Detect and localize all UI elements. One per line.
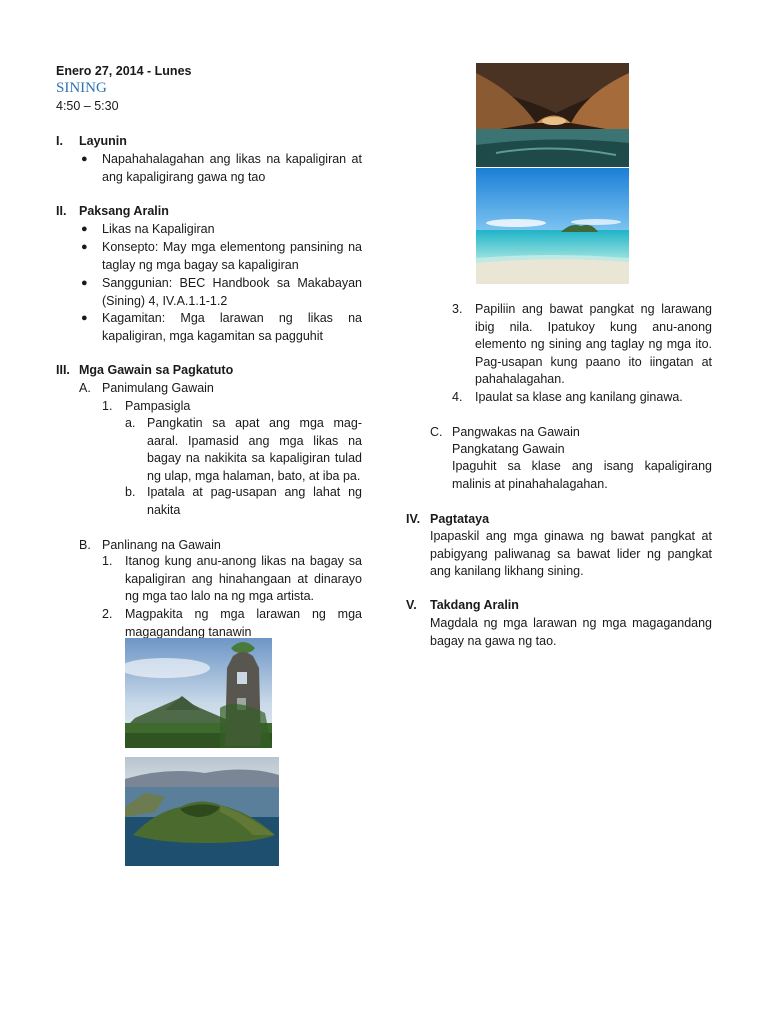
bullet-icon: ●: [81, 312, 88, 324]
section-numeral-ii: II.: [56, 204, 67, 218]
underground-river-photo: [476, 63, 629, 167]
pampasigla-item-text: Ipatala at pag-usapan ang lahat ng nakita: [147, 485, 362, 517]
paksa-bullet-text: Konsepto: May mga elementong pansining na taglay ng mga bagay sa kapaligiran: [102, 240, 362, 272]
pampasigla-item-text: Pangkatin sa apat ang mga mag-aaral. Ipamasid ang mga likas na bagay na nakikita sa kapaligiran tulad ng ulap, mga halaman, bato, at iba pa.: [147, 416, 362, 483]
item-number: 4.: [452, 390, 463, 404]
item-number: 1.: [102, 554, 113, 568]
section-numeral-iv: IV.: [406, 512, 421, 526]
pampasigla-title: Pampasigla: [125, 399, 191, 413]
paksa-bullet-text: Kagamitan: Mga larawan ng likas na kapaligiran, mga kagamitan sa pagguhit: [102, 311, 362, 343]
subsection-letter-b: B.: [79, 538, 91, 552]
bullet-icon: ●: [81, 153, 88, 165]
item-letter: a.: [125, 416, 136, 430]
item-number: 1.: [102, 399, 113, 413]
section-title-takdang-aralin: Takdang Aralin: [430, 598, 519, 612]
bullet-icon: ●: [81, 241, 88, 253]
takdang-aralin-text: Magdala ng mga larawan ng mga magagandang bagay na gawa ng tao.: [430, 616, 712, 648]
pagtataya-text: Ipapaskil ang mga ginawa ng bawat pangkat at pabigyang paliwanag sa bawat lider ng pangkat ang kanilang likhang sining.: [430, 529, 712, 578]
subsection-letter-a: A.: [79, 381, 91, 395]
subsection-title-pangwakas: Pangwakas na Gawain: [452, 425, 580, 439]
section-title-paksang-aralin: Paksang Aralin: [79, 204, 169, 218]
ruins-volcano-photo: [125, 638, 272, 748]
section-numeral-iii: III.: [56, 363, 70, 377]
section-title-gawain: Mga Gawain sa Pagkatuto: [79, 363, 234, 377]
section-numeral-i: I.: [56, 134, 63, 148]
beach-photo: [476, 168, 629, 284]
paksa-bullet-text: Sanggunian: BEC Handbook sa Makabayan (Sining) 4, IV.A.1.1-1.2: [102, 276, 362, 308]
section-title-layunin: Layunin: [79, 134, 127, 148]
bullet-icon: ●: [81, 277, 88, 289]
subsection-letter-c: C.: [430, 425, 443, 439]
pangwakas-text: Ipaguhit sa klase ang isang kapaligirang malinis at pinahahalagahan.: [452, 459, 712, 491]
subsection-title-panimulang: Panimulang Gawain: [102, 381, 214, 395]
panlinang-item-text: Itanog kung anu-anong likas na bagay sa kapaligiran ang hinahangaan at dinarayo ng mga tao lalo na ng mga artista.: [125, 554, 362, 603]
paksa-bullet-text: Likas na Kapaligiran: [102, 222, 215, 236]
panlinang-item-text: Papiliin ang bawat pangkat ng larawang ibig nila. Ipatukoy kung anu-anong elemento ng sining ang taglay ng mga ito. Pag-usapan kung paano ito iingatan at pahahalagahan.: [475, 302, 712, 386]
subject-title: SINING: [56, 80, 107, 96]
bullet-icon: ●: [81, 223, 88, 235]
panlinang-item-text: Magpakita ng mga larawan ng mga magagandang tanawin: [125, 607, 362, 639]
subsection-title-panlinang: Panlinang na Gawain: [102, 538, 221, 552]
lesson-time: 4:50 – 5:30: [56, 99, 119, 113]
section-title-pagtataya: Pagtataya: [430, 512, 490, 526]
item-letter: b.: [125, 485, 136, 499]
panlinang-item-text: Ipaulat sa klase ang kanilang ginawa.: [475, 390, 683, 404]
item-number: 2.: [102, 607, 113, 621]
taal-volcano-photo: [125, 757, 279, 866]
pangkatang-gawain-label: Pangkatang Gawain: [452, 442, 565, 456]
item-number: 3.: [452, 302, 463, 316]
layunin-bullet-text: Napahahalagahan ang likas na kapaligiran at ang kapaligirang gawa ng tao: [102, 152, 362, 184]
section-numeral-v: V.: [406, 598, 417, 612]
lesson-date: Enero 27, 2014 - Lunes: [56, 64, 192, 78]
